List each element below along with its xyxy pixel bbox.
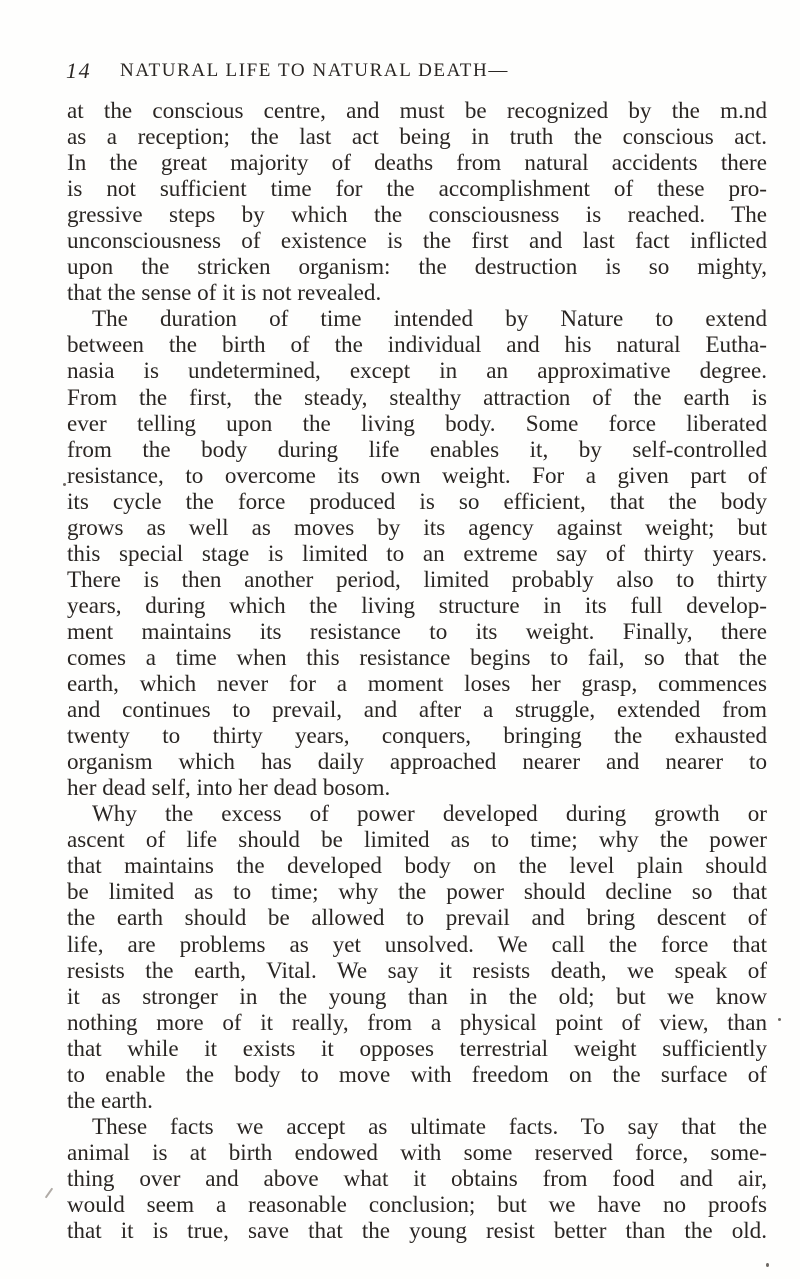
text-line: There is then another period, limited probably also to thirty <box>67 565 767 592</box>
text-line: grows as well as moves by its agency against weight; but <box>67 513 767 540</box>
print-speck <box>778 1018 781 1021</box>
text-line: ascent of life should be limited as to time; why the power <box>67 826 767 853</box>
text-line: that the sense of it is not revealed. <box>67 279 382 306</box>
text-line: that maintains the developed body on the level plain should <box>67 852 767 879</box>
print-speck <box>63 483 66 486</box>
body-text <box>67 97 767 1243</box>
text-line: from the body during life enables it, by self-controlled <box>67 435 767 462</box>
text-line: ment maintains its resistance to its weight. Finally, there <box>67 617 767 644</box>
running-head-title: NATURAL LIFE TO NATURAL DEATH— <box>120 60 509 81</box>
text-line: be limited as to time; why the power should decline so that <box>67 878 767 905</box>
print-speck <box>45 1188 54 1199</box>
paragraph-2 <box>67 305 767 800</box>
text-line: life, are problems as yet unsolved. We call the force that <box>67 930 767 957</box>
text-line: thing over and above what it obtains from food and air, <box>67 1164 767 1191</box>
text-line: resistance, to overcome its own weight. For a given part of <box>67 461 767 488</box>
text-line: that while it exists it opposes terrestrial weight sufficiently <box>67 1034 767 1061</box>
text-line: is not sufficient time for the accomplishment of these pro- <box>67 175 767 202</box>
text-line: nothing more of it really, from a physical point of view, than <box>67 1008 767 1035</box>
text-line: that it is true, save that the young resist better than the old. <box>67 1217 767 1244</box>
text-line: years, during which the living structure in its full develop- <box>67 591 767 618</box>
text-line: earth, which never for a moment loses her grasp, commences <box>67 670 767 697</box>
page-number: 14 <box>66 58 92 83</box>
text-line: The duration of time intended by Nature to extend <box>92 305 767 332</box>
text-line: and continues to prevail, and after a struggle, extended from <box>67 696 767 723</box>
text-line: would seem a reasonable conclusion; but we have no proofs <box>67 1190 767 1217</box>
text-line: resists the earth, Vital. We say it resists death, we speak of <box>67 956 767 983</box>
text-line: ever telling upon the living body. Some force liberated <box>67 409 767 436</box>
text-line: nasia is undetermined, except in an approximative degree. <box>67 357 767 384</box>
text-line: unconsciousness of existence is the first and last fact inflicted <box>67 227 767 254</box>
text-line: this special stage is limited to an extreme say of thirty years. <box>67 539 767 566</box>
text-line: her dead self, into her dead bosom. <box>67 774 391 801</box>
text-line: twenty to thirty years, conquers, bringing the exhausted <box>67 722 767 749</box>
text-line: to enable the body to move with freedom on the surface of <box>67 1060 767 1087</box>
text-line: upon the stricken organism: the destruction is so mighty, <box>67 253 767 280</box>
paragraph-4 <box>67 1113 767 1243</box>
print-speck <box>766 1263 769 1267</box>
text-line: animal is at birth endowed with some reserved force, some- <box>67 1138 767 1165</box>
paragraph-3 <box>67 800 767 1113</box>
text-line: the earth should be allowed to prevail and bring descent of <box>67 904 767 931</box>
text-line: it as stronger in the young than in the old; but we know <box>67 982 767 1009</box>
text-line: From the first, the steady, stealthy attraction of the earth is <box>67 383 767 410</box>
text-line: organism which has daily approached nearer and nearer to <box>67 748 767 775</box>
text-line: its cycle the force produced is so efficient, that the body <box>67 487 767 514</box>
text-line: as a reception; the last act being in truth the conscious act. <box>67 123 767 150</box>
text-line: gressive steps by which the consciousness is reached. The <box>67 201 767 228</box>
paragraph-1 <box>67 97 767 305</box>
text-line: These facts we accept as ultimate facts. To say that the <box>92 1112 767 1139</box>
text-line: In the great majority of deaths from natural accidents there <box>67 149 767 176</box>
text-line: Why the excess of power developed during growth or <box>92 800 767 827</box>
text-line: at the conscious centre, and must be recognized by the m.nd <box>67 97 767 123</box>
text-line: between the birth of the individual and his natural Eutha- <box>67 331 767 358</box>
text-line: comes a time when this resistance begins to fail, so that the <box>67 643 767 670</box>
running-head <box>66 58 766 88</box>
text-line: the earth. <box>67 1086 153 1113</box>
